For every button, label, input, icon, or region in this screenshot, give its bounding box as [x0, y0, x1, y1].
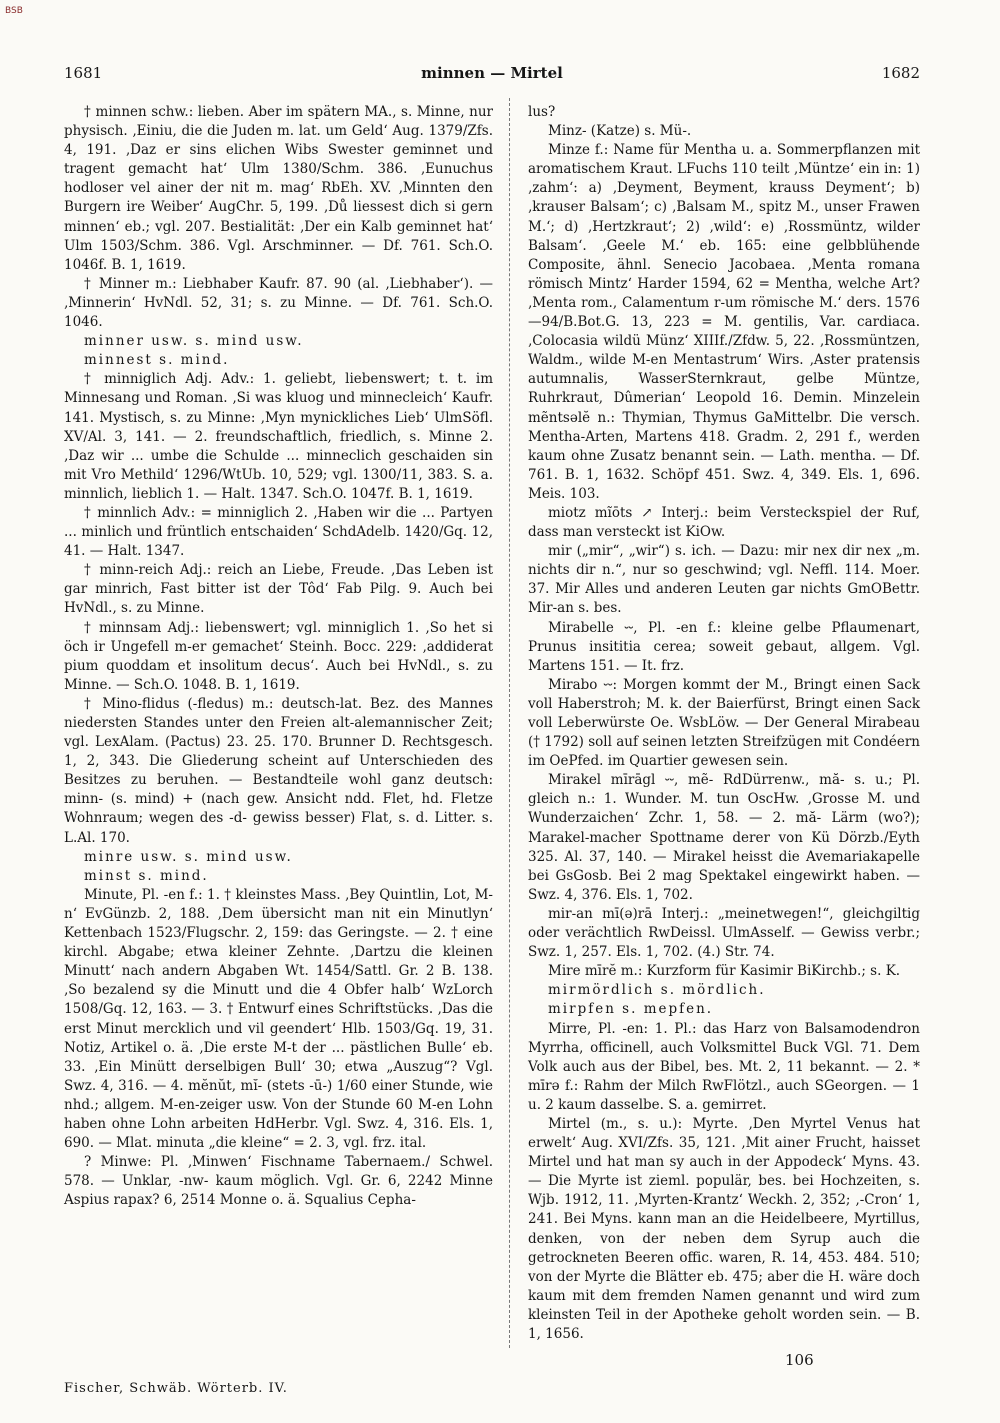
dictionary-entry: miotz mĩōts ↗ Interj.: beim Versteckspiel der Ruf, dass man versteckt ist KiOw.: [528, 504, 920, 541]
dictionary-entry: Minze f.: Name für Mentha u. a. Sommerpflanzen mit aromatischem Kraut. LFuchs 110 teilt ‚Müntze‘ ein in: 1) ‚zahm‘: a) ‚Deyment, Beyment, krauss Deyment‘; b) ‚krauser Balsam‘; c) ‚Balsam M., spitz M., unser Frawen M.‘; d) ‚Hertzkraut‘; 2) ‚wild‘: e) ‚Rossmüntz, wilder Balsam‘. ‚Geele M.‘ eb. 165: eine gelbblühende Composite, ähnl. Senecio Jacobaea. ‚Menta romana römisch Mintz‘ Harder 1594, 62 = Mentha, welche Art? ‚Menta rom., Calamentum r-um römische M.‘ ders. 1576—94/B.Bot.G. 13, 223 = M. gentilis, Var. cardiaca. ‚Colocasia wildü Münz‘ XIIIf./Zfdw. 5, 22. ‚Rossmüntzen, Waldm., wilde M-en Mentastrum‘ Wirs. ‚Aster pratensis autumnalis, WasserSternkraut, gelbe Müntze, Ruhrkraut, Dûmerian‘ Leopold 16. Demin. Minzelein mẽntsəlĕ n.: Thymian, Thymus GaMittelbr. Die versch. Mentha-Arten, Martens 418. Gradm. 2, 291 f., werden kaum ohne Zusatz benannt sein. — Lath. mentha. — Df. 761. B. 1, 1632. Schöpf 451. Swz. 4, 349. Els. 1, 696. Meis. 103.: [528, 142, 920, 502]
dictionary-entry: mir-an mī(ə)rā Interj.: „meinetwegen!“, gleichgiltig oder verächtlich RwDeissl. UlmAsself. — Gewiss verbr.; Swz. 1, 257. Els. 1, 702. (4.) Str. 74.: [528, 905, 920, 961]
dictionary-entry: † minniglich Adj. Adv.: 1. geliebt, liebenswert; t. t. im Minnesang und Roman. ‚Si was kluog und minnecleich‘ Kaufr. 141. Mystisch, s. zu Minne: ‚Myn mynickliches Lieb‘ UlmSöfl. XV/Al. 3, 141. — 2. freundschaftlich, friedlich, s. Minne 2. ‚Daz wir ... umbe die Schulde ... minneclich geschaiden sin mit Vro Methild‘ 1296/WtUb. 10, 529; vgl. 1300/11, 383. S. a. minnlich, lieblich 1. — Halt. 1347. Sch.O. 1047f. B. 1, 1619.: [64, 371, 493, 502]
dictionary-entry: Mirre, Pl. -en: 1. Pl.: das Harz von Balsamodendron Myrrha, officinell, auch Volksmittel Buck VGl. 71. Dem Volk auch aus der Bibel, bes. Mt. 2, 11 bekannt. — 2. * mīrə f.: Rahm der Milch RwFlötzl., auch SGeorgen. — 1 u. 2 kaum dasselbe. S. a. gemirret.: [528, 1020, 920, 1113]
dictionary-entry: ? Minwe: Pl. ‚Minwen‘ Fischname Tabernaem./ Schwel. 578. — Unklar, -nw- kaum möglich. Vgl. Gr. 6, 2242 Minne Aspius rapax? 6, 2514 Monne o. ä. Squalius Cepha-: [64, 1154, 493, 1209]
dictionary-entry: Mirakel mīrāgl ⏑⏑, mẽ- RdDürrenw., mă- s. u.; Pl. gleich n.: 1. Wunder. M. tun OscHw. ‚Grosse M. und Wunderzaichen‘ Zchr. 1, 58. — 2. mă- Lärm (wo?); Marakel-macher Spottname derer von Kü Dörzb./Eyth 325. Al. 37, 140. — Mirakel heisst die Avemariakapelle bei GsGosb. Bei 2 mag Spektakel eingewirkt haben. — Swz. 4, 376. Els. 1, 702.: [528, 772, 920, 903]
dictionary-entry: † Mino-flidus (-fledus) m.: deutsch-lat. Bez. des Mannes niedersten Standes unter den Freien alt-alemannischer Zeit; vgl. LexAlam. (Pactus) 23. 25. 170. Brunner D. Rechtsgesch. 1, 2, 343. Die Gliederung scheint auf Unterschieden des Besitzes zu beruhen. — Bestandteile wohl ganz deutsch: minn- (s. mind) + (nach gew. Ansicht ndd. Flet, hd. Fletze Wohnraum; wegen des -d- gewiss besser) Flat, s. d. Litter. s. L.Al. 170.: [64, 695, 493, 846]
dictionary-entry: † Minner m.: Liebhaber Kaufr. 87. 90 (al. ‚Liebhaber‘). — ‚Minnerin‘ HvNdl. 52, 31; s. zu Minne. — Df. 761. Sch.O. 1046.: [64, 275, 493, 331]
dictionary-entry: † minn-reich Adj.: reich an Liebe, Freude. ‚Das Leben ist gar minrich, Fast bitter ist der Tôd‘ Fab Pilg. 9. Auch bei HvNdl., s. zu Minne.: [64, 562, 493, 617]
dictionary-entry: † minnen schw.: lieben. Aber im spätern MA., s. Minne, nur physisch. ‚Einiu, die die Juden m. lat. um Geld‘ Aug. 1379/Zfs. 4, 191. ‚Daz er sins elichen Wibs Swester geminnet und tragent gemacht hat‘ Ulm 1380/Schm. 386. ‚Eunuchus hodloser vel ainer der nit m. mag‘ RbEh. XV. ‚Minnten den Burgern ire Weiber‘ AugChr. 5, 199. ‚Dů liessest dich si gern minnen‘ eb.; vgl. 207. Bestialität: ‚Der ein Kalb geminnet hat‘ Ulm 1503/Schm. 386. Vgl. Arschminner. — Df. 761. Sch.O. 1046f. B. 1, 1619.: [64, 104, 493, 273]
dictionary-entry: minnest s. mind.: [84, 352, 230, 369]
library-stamp: BSB: [5, 6, 23, 16]
column-divider: [509, 98, 510, 1348]
dictionary-entry: minre usw. s. mind usw.: [84, 848, 293, 865]
dictionary-entry: mir („mir“, „wir“) s. ich. — Dazu: mir nex dir nex „m. nichts dir n.“, nur so geschwind; vgl. Neffl. 114. Moer. 37. Mir Alles und anderen Leuten gar nichts GmOBettr. Mir-an s. bes.: [528, 543, 920, 617]
dictionary-entry: Minute, Pl. -en f.: 1. † kleinstes Mass. ‚Bey Quintlin, Lot, M-n‘ EvGünzb. 2, 188. ‚Dem übersicht man nit ein Minutlyn‘ Kettenbach 1523/Flugschr. 2, 159: das Geringste. — 2. † eine kirchl. Abgabe; etwa kleiner Zehnte. ‚Dartzu die kleinen Minutt‘ nach andern Abgaben Wt. 1454/Sattl. Gr. 2 B. 138. ‚So bezalend sy die Minutt und die 4 Obfer halb‘ WzLorch 1508/Gq. 12, 163. — 3. † Entwurf eines Schriftstücks. ‚Das die erst Minut mercklich und vil geendert‘ Hlb. 1503/Gq. 19, 31. Notiz, Artikel o. ä. ‚Die erste M-t der ... pästlichen Bulle‘ eb. 33. ‚Ein Minütt derselbigen Bull‘ 30; etwa „Auszug“? Vgl. Swz. 4, 316. — 4. mĕnŭt, mĭ- (stets -ū-) 1/60 einer Stunde, wie nhd.; allgem. M-en-zeiger usw. Von der Stunde 60 M-en Lohn haben ohne Lohn arbeiten HdHerbr. Vgl. Swz. 4, 316. Els. 1, 690. — Mlat. minuta „die kleine“ = 2. 3, vgl. frz. ital.: [64, 886, 493, 1152]
dictionary-entry: mirmördlich s. mördlich.: [548, 982, 766, 999]
right-column-number: 1682: [881, 64, 920, 82]
dictionary-entry: mirpfen s. mepfen.: [548, 1001, 714, 1018]
dictionary-entry: † minnsam Adj.: liebenswert; vgl. minniglich 1. ‚So het si öch ir Ungefell m-er gemachet‘ Steinh. Bocc. 229: ‚addiderat pium quoddam et insolitum decus‘. Auch bei HvNdl., s. zu Minne. — Sch.O. 1048. B. 1, 1619.: [64, 619, 493, 693]
dictionary-entry: minst s. mind.: [84, 867, 209, 884]
dictionary-entry: Mirabo ⏑⏑: Morgen kommt der M., Bringt einen Sack voll Haberstroh; M. k. der Baierfürst, Bringt einen Sack voll Leberwürste Oe. WsbLöw. — Der General Mirabeau († 1792) soll auf seinen letzten Streifzügen mit Condéern im OePfed. im Quartier gewesen sein.: [528, 676, 920, 770]
running-title: minnen — Mirtel: [421, 64, 563, 82]
right-column: [528, 103, 920, 1344]
dictionary-entry: lus?: [528, 104, 556, 120]
left-column-number: 1681: [64, 64, 103, 82]
dictionary-entry: Mirabelle ⏑⏑, Pl. -en f.: kleine gelbe Pflaumenart, Prunus insititia cerea; soweit gebaut, allgem. Vgl. Martens 151. — It. frz.: [528, 619, 920, 674]
footer-signature: Fischer, Schwäb. Wörterb. IV.: [64, 1381, 288, 1396]
page-number: 106: [785, 1351, 814, 1369]
dictionary-entry: Minz- (Katze) s. Mü-.: [548, 123, 692, 140]
page-header: [64, 64, 920, 88]
dictionary-entry: † minnlich Adv.: = minniglich 2. ‚Haben wir die ... Partyen ... minlich und früntlich entschaiden‘ SchdAdelb. 1420/Gq. 12, 41. — Halt. 1347.: [64, 504, 493, 560]
left-column: [64, 103, 493, 1210]
dictionary-entry: Mire mīrĕ m.: Kurzform für Kasimir BiKirchb.; s. K.: [548, 963, 901, 980]
dictionary-entry: minner usw. s. mind usw.: [84, 333, 304, 350]
dictionary-entry: Mirtel (m., s. u.): Myrte. ‚Den Myrtel Venus hat erwelt‘ Aug. XVI/Zfs. 35, 121. ‚Mit ainer Frucht, haisset Mirtel und hat man sy auch in der Appodeck‘ Myns. 43. — Die Myrte ist zieml. populär, bes. bei Hochzeiten, s. Wjb. 1912, 11. ‚Myrten-Krantz‘ Weckh. 2, 352; ‚-Cron‘ 1, 241. Bei Myns. kann man an die Heidelbeere, Myrtillus, denken, von der neben dem Syrup auch die getrockneten Beeren offic. waren, R. 14, 453. 484. 510; von der Myrte die Blätter eb. 475; aber die H. wäre doch kaum mit dem fremden Namen genannt und wird zum kleinsten Teil in der Apotheke geholt worden sein. — B. 1, 1656.: [528, 1115, 920, 1342]
